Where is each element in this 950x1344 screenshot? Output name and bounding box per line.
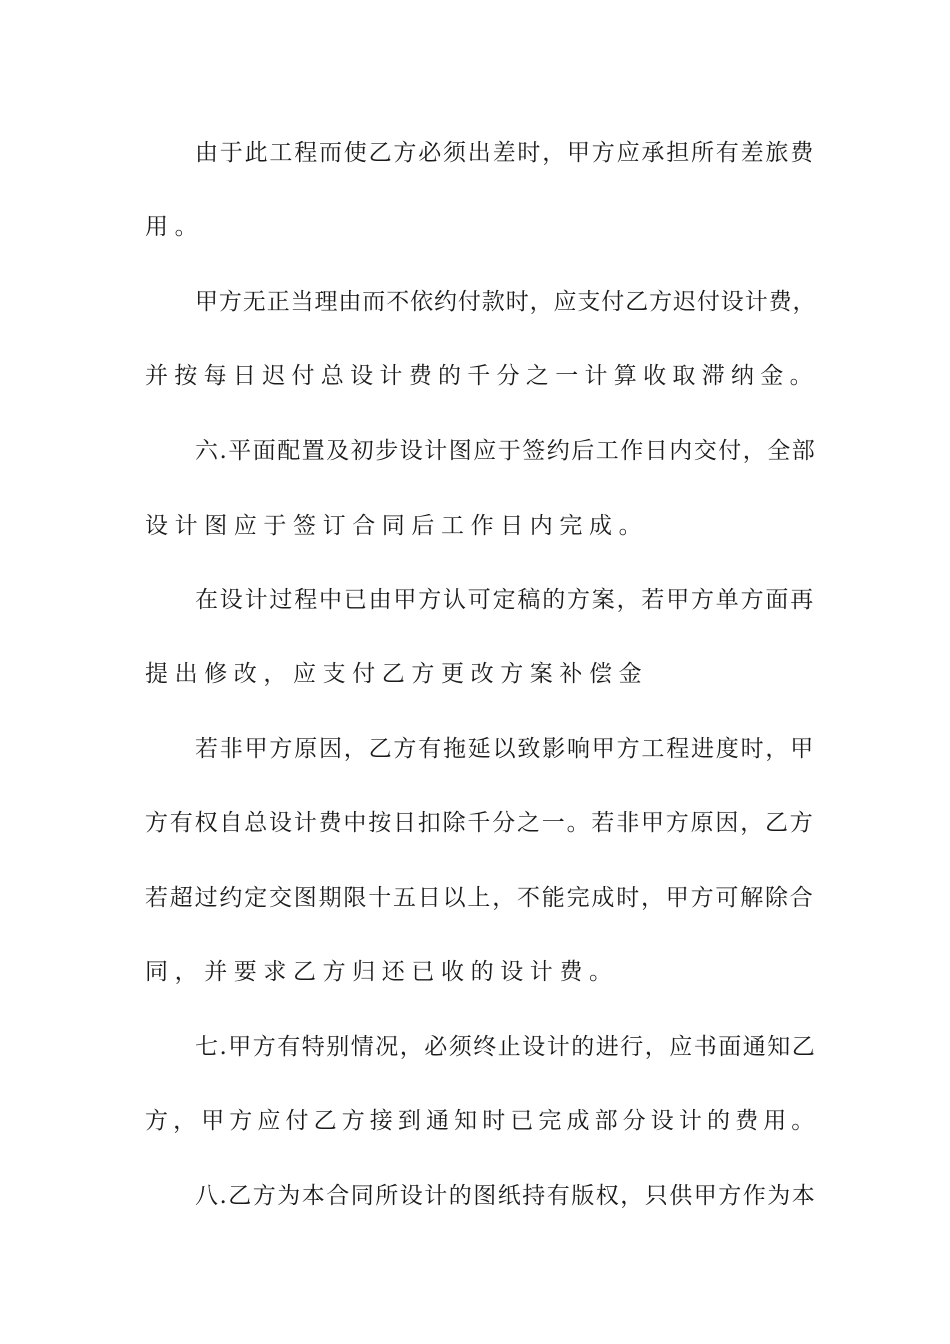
text-line-2: 用。 bbox=[145, 214, 205, 240]
text-line-6: 设计图应于签订合同后工作日内完成。 bbox=[145, 513, 649, 539]
text-line-9: 若非甲方原因，乙方有拖延以致影响甲方工程进度时，甲 bbox=[195, 736, 815, 762]
text-line-3: 甲方无正当理由而不依约付款时，应支付乙方迟付设计费， bbox=[195, 289, 817, 315]
text-line-1: 由于此工程而使乙方必须出差时，甲方应承担所有差旅费 bbox=[195, 140, 815, 166]
text-line-4: 并按每日迟付总设计费的千分之一计算收取滞纳金。 bbox=[145, 363, 819, 389]
text-line-7: 在设计过程中已由甲方认可定稿的方案，若甲方单方面再 bbox=[195, 587, 815, 613]
text-line-14: 方，甲方应付乙方接到通知时已完成部分设计的费用。 bbox=[145, 1108, 820, 1134]
text-line-8: 提出修改，应支付乙方更改方案补偿金 bbox=[145, 661, 649, 687]
text-line-12: 同，并要求乙方归还已收的设计费。 bbox=[145, 959, 619, 985]
text-line-11: 若超过约定交图期限十五日以上，不能完成时，甲方可解除合 bbox=[145, 885, 815, 911]
text-line-13: 七.甲方有特别情况，必须终止设计的进行，应书面通知乙 bbox=[195, 1034, 817, 1060]
text-line-15: 八.乙方为本合同所设计的图纸持有版权，只供甲方作为本 bbox=[195, 1183, 817, 1209]
text-line-5: 六.平面配置及初步设计图应于签约后工作日内交付，全部 bbox=[195, 438, 817, 464]
text-line-10: 方有权自总设计费中按日扣除千分之一。若非甲方原因，乙方 bbox=[145, 810, 815, 836]
